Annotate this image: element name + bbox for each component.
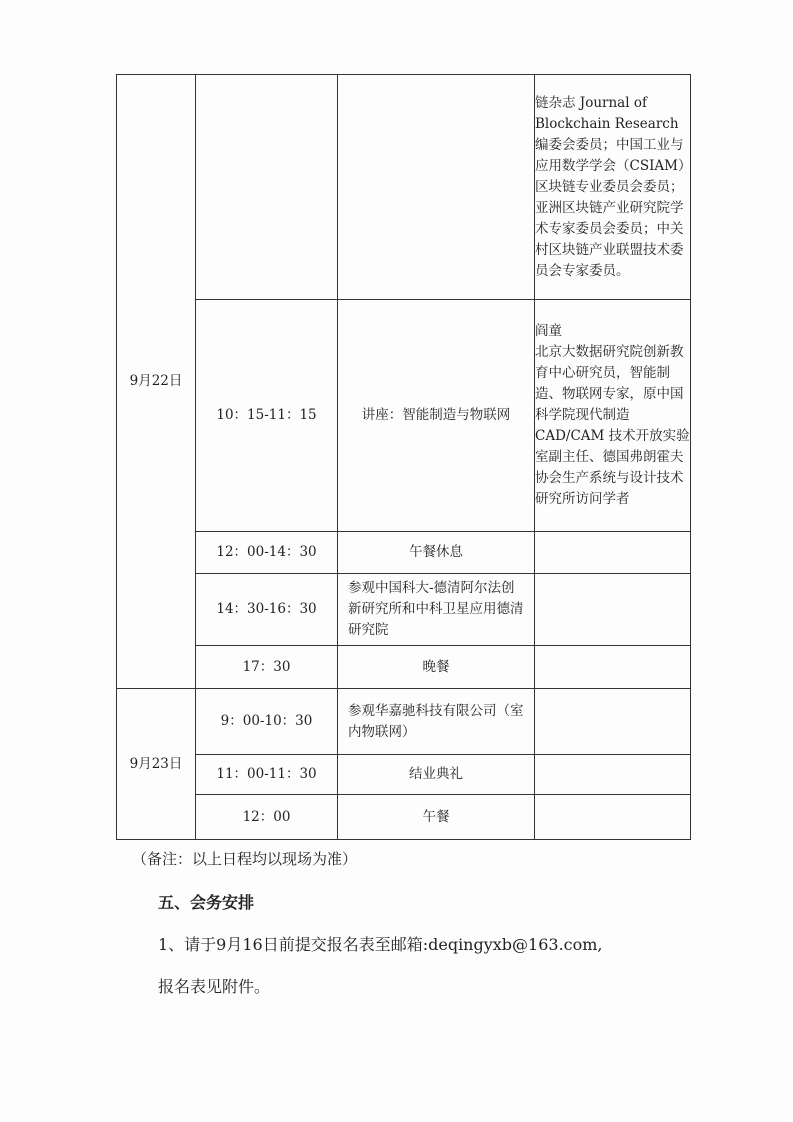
speaker-cell (535, 646, 691, 689)
time-cell: 9：00-10：30 (196, 689, 338, 755)
activity-cell: 讲座：智能制造与物联网 (338, 300, 535, 532)
speaker-cell (535, 574, 691, 646)
speaker-cell (535, 532, 691, 574)
date-cell-day1: 9月22日 (117, 75, 196, 689)
speaker-cell (535, 755, 691, 795)
registration-paragraph: 1、请于9月16日前提交报名表至邮箱:deqingyxb@163.com, (158, 935, 603, 954)
table-row (117, 300, 691, 532)
table-row (117, 75, 691, 300)
speaker-cell: 链杂志 Journal of Blockchain Research 编委会委员；中国工业与应用数学学会（CSIAM）区块链专业委员会委员；亚洲区块链产业研究院学术专家委员会委员；中关村区块链产业联盟技术委员会专家委员。 (535, 75, 691, 300)
activity-cell (338, 75, 535, 300)
activity-cell: 晚餐 (338, 646, 535, 689)
schedule-table (116, 74, 691, 840)
activity-cell: 午餐休息 (338, 532, 535, 574)
time-cell: 12：00 (196, 795, 338, 840)
time-cell: 11：00-11：30 (196, 755, 338, 795)
time-cell: 10：15-11：15 (196, 300, 338, 532)
activity-cell: 午餐 (338, 795, 535, 840)
time-cell: 14：30-16：30 (196, 574, 338, 646)
speaker-cell: 阎童 北京大数据研究院创新教育中心研究员，智能制造、物联网专家，原中国科学院现代制造 CAD/CAM 技术开放实验室副主任、德国弗朗霍夫协会生产系统与设计技术研究所访问学者 (535, 300, 691, 532)
table-row (117, 532, 691, 574)
table-row (117, 689, 691, 755)
time-cell: 12：00-14：30 (196, 532, 338, 574)
date-cell-day2: 9月23日 (117, 689, 196, 840)
section-title: 五、会务安排 (158, 893, 255, 912)
table-row (117, 574, 691, 646)
activity-cell: 结业典礼 (338, 755, 535, 795)
registration-paragraph-continued: 报名表见附件。 (158, 977, 271, 996)
time-cell: 17：30 (196, 646, 338, 689)
table-row (117, 795, 691, 840)
table-row (117, 755, 691, 795)
time-cell (196, 75, 338, 300)
speaker-cell (535, 689, 691, 755)
speaker-cell (535, 795, 691, 840)
activity-cell: 参观华嘉驰科技有限公司（室内物联网） (338, 689, 535, 755)
table-row (117, 646, 691, 689)
schedule-note: （备注：以上日程均以现场为准） (132, 850, 358, 868)
activity-cell: 参观中国科大-德清阿尔法创新研究所和中科卫星应用德清研究院 (338, 574, 535, 646)
